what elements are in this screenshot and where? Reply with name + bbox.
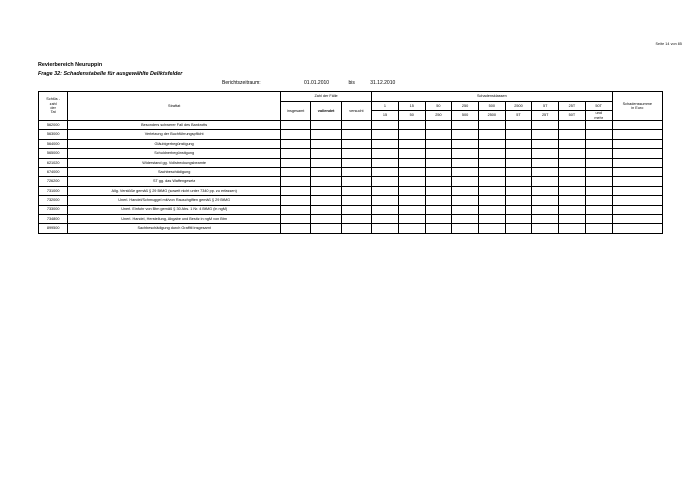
row-value-cell bbox=[341, 177, 371, 186]
row-value-cell bbox=[398, 149, 425, 158]
row-value-cell bbox=[311, 149, 341, 158]
row-value-cell bbox=[280, 205, 310, 214]
row-value-cell bbox=[425, 121, 452, 130]
row-offence: Besonders schwerer Fall des Bankrotts bbox=[68, 121, 281, 130]
row-value-cell bbox=[559, 139, 586, 148]
row-value-cell bbox=[398, 214, 425, 223]
row-value-cell bbox=[505, 177, 532, 186]
row-code: 731000 bbox=[39, 186, 68, 195]
row-value-cell bbox=[398, 177, 425, 186]
header-damage-class-4-bottom: 500 bbox=[452, 111, 479, 121]
row-value-cell bbox=[341, 139, 371, 148]
row-value-cell bbox=[612, 186, 662, 195]
row-value-cell bbox=[425, 158, 452, 167]
row-value-cell bbox=[280, 121, 310, 130]
row-value-cell bbox=[559, 196, 586, 205]
row-value-cell bbox=[425, 196, 452, 205]
row-value-cell bbox=[372, 214, 399, 223]
row-offence: Allg. Verstöße gemäß § 29 BtMG (soweit nicht unter 7340 pp. zu erfassen) bbox=[68, 186, 281, 195]
row-offence: Gläubigerbegünstigung bbox=[68, 139, 281, 148]
header-damage-class-2-bottom: 50 bbox=[398, 111, 425, 121]
row-value-cell bbox=[612, 205, 662, 214]
table-row bbox=[39, 214, 663, 223]
row-value-cell bbox=[505, 158, 532, 167]
row-code: 564000 bbox=[39, 139, 68, 148]
row-value-cell bbox=[398, 186, 425, 195]
row-value-cell bbox=[559, 214, 586, 223]
row-value-cell bbox=[452, 130, 479, 139]
row-offence: Schuldnerbegünstigung bbox=[68, 149, 281, 158]
row-value-cell bbox=[612, 214, 662, 223]
row-value-cell bbox=[505, 224, 532, 233]
header-damage-class-5-top: 500 bbox=[478, 102, 505, 111]
header-damage-class-9-bottom: und mehr bbox=[585, 111, 612, 121]
row-value-cell bbox=[612, 196, 662, 205]
row-value-cell bbox=[559, 177, 586, 186]
row-value-cell bbox=[612, 149, 662, 158]
row-value-cell bbox=[532, 121, 559, 130]
table-row bbox=[39, 149, 663, 158]
table-row bbox=[39, 196, 663, 205]
row-value-cell bbox=[532, 130, 559, 139]
row-value-cell bbox=[478, 167, 505, 176]
row-value-cell bbox=[398, 158, 425, 167]
row-value-cell bbox=[341, 186, 371, 195]
row-value-cell bbox=[372, 224, 399, 233]
row-value-cell bbox=[280, 149, 310, 158]
row-value-cell bbox=[311, 186, 341, 195]
period-start-date: 01.01.2010 bbox=[304, 80, 330, 86]
table-row bbox=[39, 167, 663, 176]
row-value-cell bbox=[372, 158, 399, 167]
table-row bbox=[39, 186, 663, 195]
header-damage-class-3-top: 50 bbox=[425, 102, 452, 111]
row-value-cell bbox=[280, 130, 310, 139]
row-value-cell bbox=[452, 186, 479, 195]
row-value-cell bbox=[280, 224, 310, 233]
row-value-cell bbox=[311, 139, 341, 148]
header-damage-sum: Schadenssumme in Euro bbox=[612, 92, 662, 121]
header-damage-class-8-bottom: 50T bbox=[559, 111, 586, 121]
row-value-cell bbox=[341, 130, 371, 139]
row-value-cell bbox=[585, 139, 612, 148]
row-value-cell bbox=[372, 167, 399, 176]
row-value-cell bbox=[532, 149, 559, 158]
row-code: 726200 bbox=[39, 177, 68, 186]
row-value-cell bbox=[585, 167, 612, 176]
row-value-cell bbox=[341, 167, 371, 176]
row-offence: Unerl. Handel, Herstellung, Abgabe und Besitz in ngM von Btm bbox=[68, 214, 281, 223]
header-cases-total: insgesamt bbox=[280, 102, 310, 121]
row-value-cell bbox=[311, 121, 341, 130]
table-body bbox=[39, 121, 663, 234]
row-value-cell bbox=[311, 196, 341, 205]
row-value-cell bbox=[452, 121, 479, 130]
header-damage-class-7-bottom: 25T bbox=[532, 111, 559, 121]
row-value-cell bbox=[559, 167, 586, 176]
row-value-cell bbox=[398, 205, 425, 214]
row-value-cell bbox=[452, 214, 479, 223]
page-number: Seite 14 von 85 bbox=[655, 42, 682, 46]
header-damage-class-2-top: 15 bbox=[398, 102, 425, 111]
period-end-date: 31.12.2010 bbox=[370, 80, 396, 86]
header-damage-class-7-top: 5T bbox=[532, 102, 559, 111]
row-value-cell bbox=[452, 224, 479, 233]
row-code: 674000 bbox=[39, 167, 68, 176]
row-value-cell bbox=[452, 139, 479, 148]
period-label: Berichtszeitraum: bbox=[222, 80, 261, 86]
period-separator: bis bbox=[348, 80, 355, 86]
table-row bbox=[39, 130, 663, 139]
header-offence: Straftat bbox=[68, 92, 281, 121]
header-damage-class-4-top: 250 bbox=[452, 102, 479, 111]
row-value-cell bbox=[311, 177, 341, 186]
row-value-cell bbox=[478, 149, 505, 158]
row-value-cell bbox=[280, 177, 310, 186]
row-value-cell bbox=[478, 121, 505, 130]
row-value-cell bbox=[398, 130, 425, 139]
row-value-cell bbox=[559, 224, 586, 233]
row-value-cell bbox=[478, 158, 505, 167]
row-value-cell bbox=[585, 196, 612, 205]
row-value-cell bbox=[398, 196, 425, 205]
row-value-cell bbox=[478, 196, 505, 205]
row-value-cell bbox=[311, 205, 341, 214]
row-value-cell bbox=[559, 158, 586, 167]
page-title: Revierbereich Neuruppin bbox=[38, 62, 103, 68]
row-value-cell bbox=[612, 130, 662, 139]
header-cases-group: Zahl der Fälle bbox=[280, 92, 371, 102]
row-value-cell bbox=[372, 196, 399, 205]
header-damage-class-1-bottom: 15 bbox=[372, 111, 399, 121]
row-value-cell bbox=[559, 186, 586, 195]
row-value-cell bbox=[585, 149, 612, 158]
row-value-cell bbox=[612, 224, 662, 233]
row-value-cell bbox=[585, 224, 612, 233]
row-value-cell bbox=[478, 130, 505, 139]
row-value-cell bbox=[398, 139, 425, 148]
header-damage-class-9-top: 50T bbox=[585, 102, 612, 111]
row-value-cell bbox=[425, 167, 452, 176]
row-offence: Unerl. Handel/Schmuggel mit/von Rauschgiften gemäß § 29 BtMG bbox=[68, 196, 281, 205]
row-value-cell bbox=[585, 186, 612, 195]
row-value-cell bbox=[532, 167, 559, 176]
header-damage-class-3-bottom: 250 bbox=[425, 111, 452, 121]
row-value-cell bbox=[452, 167, 479, 176]
row-value-cell bbox=[585, 205, 612, 214]
row-value-cell bbox=[478, 177, 505, 186]
row-value-cell bbox=[341, 224, 371, 233]
row-value-cell bbox=[452, 196, 479, 205]
row-value-cell bbox=[341, 149, 371, 158]
row-value-cell bbox=[311, 130, 341, 139]
row-value-cell bbox=[280, 196, 310, 205]
row-code: 563000 bbox=[39, 130, 68, 139]
row-value-cell bbox=[341, 121, 371, 130]
header-damage-class-6-top: 2500 bbox=[505, 102, 532, 111]
table-row bbox=[39, 139, 663, 148]
row-value-cell bbox=[532, 158, 559, 167]
row-value-cell bbox=[532, 186, 559, 195]
row-value-cell bbox=[280, 214, 310, 223]
row-value-cell bbox=[311, 224, 341, 233]
row-value-cell bbox=[505, 167, 532, 176]
row-value-cell bbox=[532, 214, 559, 223]
header-cases-attempted: versucht bbox=[341, 102, 371, 121]
row-value-cell bbox=[559, 130, 586, 139]
row-value-cell bbox=[425, 224, 452, 233]
row-value-cell bbox=[559, 121, 586, 130]
row-value-cell bbox=[585, 158, 612, 167]
row-code: 562000 bbox=[39, 121, 68, 130]
header-damage-class-8-top: 25T bbox=[559, 102, 586, 111]
row-value-cell bbox=[280, 186, 310, 195]
row-offence: Sachbeschädigung durch Graffiti insgesamt bbox=[68, 224, 281, 233]
row-value-cell bbox=[425, 186, 452, 195]
row-value-cell bbox=[505, 149, 532, 158]
row-offence: ST gg. das Waffengesetz bbox=[68, 177, 281, 186]
header-code: Schlüs - zahl der Tat bbox=[39, 92, 68, 121]
table-row bbox=[39, 224, 663, 233]
row-value-cell bbox=[372, 205, 399, 214]
row-value-cell bbox=[341, 214, 371, 223]
header-cases-completed: vollendet bbox=[311, 102, 341, 121]
row-value-cell bbox=[341, 196, 371, 205]
row-value-cell bbox=[311, 167, 341, 176]
row-value-cell bbox=[372, 149, 399, 158]
row-value-cell bbox=[478, 205, 505, 214]
row-value-cell bbox=[612, 177, 662, 186]
header-damage-class-5-bottom: 2500 bbox=[478, 111, 505, 121]
row-value-cell bbox=[585, 214, 612, 223]
row-code: 899500 bbox=[39, 224, 68, 233]
header-damage-group: Schadensklassen bbox=[372, 92, 612, 102]
row-value-cell bbox=[398, 121, 425, 130]
row-code: 733000 bbox=[39, 205, 68, 214]
row-code: 621020 bbox=[39, 158, 68, 167]
row-value-cell bbox=[372, 130, 399, 139]
row-code: 565000 bbox=[39, 149, 68, 158]
row-value-cell bbox=[280, 158, 310, 167]
row-value-cell bbox=[505, 186, 532, 195]
row-value-cell bbox=[478, 186, 505, 195]
row-value-cell bbox=[505, 205, 532, 214]
row-offence: Unerl. Einfuhr von Btm gemäß § 30 Abs. 1 Nr. 4 BtMG (in ngM) bbox=[68, 205, 281, 214]
row-value-cell bbox=[425, 139, 452, 148]
row-value-cell bbox=[612, 167, 662, 176]
reporting-period bbox=[222, 80, 395, 86]
damage-table bbox=[38, 91, 663, 234]
page-subtitle: Frage 32: Schadenstabelle für ausgewählte Deliktsfelder bbox=[38, 71, 183, 77]
row-value-cell bbox=[452, 149, 479, 158]
row-offence: Verletzung der Buchführungspflicht bbox=[68, 130, 281, 139]
row-value-cell bbox=[505, 196, 532, 205]
row-value-cell bbox=[280, 167, 310, 176]
row-value-cell bbox=[612, 158, 662, 167]
row-value-cell bbox=[311, 214, 341, 223]
row-value-cell bbox=[505, 139, 532, 148]
row-value-cell bbox=[452, 177, 479, 186]
row-value-cell bbox=[585, 130, 612, 139]
row-value-cell bbox=[398, 224, 425, 233]
row-value-cell bbox=[532, 139, 559, 148]
row-value-cell bbox=[372, 139, 399, 148]
row-value-cell bbox=[398, 167, 425, 176]
header-damage-class-1-top: 1 bbox=[372, 102, 399, 111]
row-value-cell bbox=[341, 205, 371, 214]
row-value-cell bbox=[425, 205, 452, 214]
row-value-cell bbox=[585, 177, 612, 186]
row-value-cell bbox=[532, 205, 559, 214]
table-row bbox=[39, 177, 663, 186]
row-code: 732000 bbox=[39, 196, 68, 205]
row-value-cell bbox=[452, 158, 479, 167]
row-value-cell bbox=[559, 205, 586, 214]
row-value-cell bbox=[505, 121, 532, 130]
row-value-cell bbox=[372, 186, 399, 195]
row-value-cell bbox=[341, 158, 371, 167]
table-header-row-1 bbox=[39, 92, 663, 102]
row-value-cell bbox=[532, 177, 559, 186]
row-value-cell bbox=[425, 177, 452, 186]
row-value-cell bbox=[372, 121, 399, 130]
row-value-cell bbox=[559, 149, 586, 158]
row-value-cell bbox=[478, 224, 505, 233]
row-value-cell bbox=[372, 177, 399, 186]
table-row bbox=[39, 121, 663, 130]
row-offence: Sachbeschädigung bbox=[68, 167, 281, 176]
row-value-cell bbox=[505, 214, 532, 223]
row-value-cell bbox=[311, 158, 341, 167]
row-value-cell bbox=[532, 196, 559, 205]
row-value-cell bbox=[280, 139, 310, 148]
row-value-cell bbox=[478, 139, 505, 148]
table-row bbox=[39, 158, 663, 167]
row-value-cell bbox=[452, 205, 479, 214]
row-value-cell bbox=[505, 130, 532, 139]
table-row bbox=[39, 205, 663, 214]
row-value-cell bbox=[612, 139, 662, 148]
row-value-cell bbox=[612, 121, 662, 130]
header-damage-class-6-bottom: 5T bbox=[505, 111, 532, 121]
row-value-cell bbox=[585, 121, 612, 130]
row-value-cell bbox=[478, 214, 505, 223]
row-value-cell bbox=[425, 130, 452, 139]
row-value-cell bbox=[532, 224, 559, 233]
row-value-cell bbox=[425, 149, 452, 158]
row-value-cell bbox=[425, 214, 452, 223]
row-code: 734800 bbox=[39, 214, 68, 223]
row-offence: Widerstand gg. Vollstreckungsbeamte bbox=[68, 158, 281, 167]
